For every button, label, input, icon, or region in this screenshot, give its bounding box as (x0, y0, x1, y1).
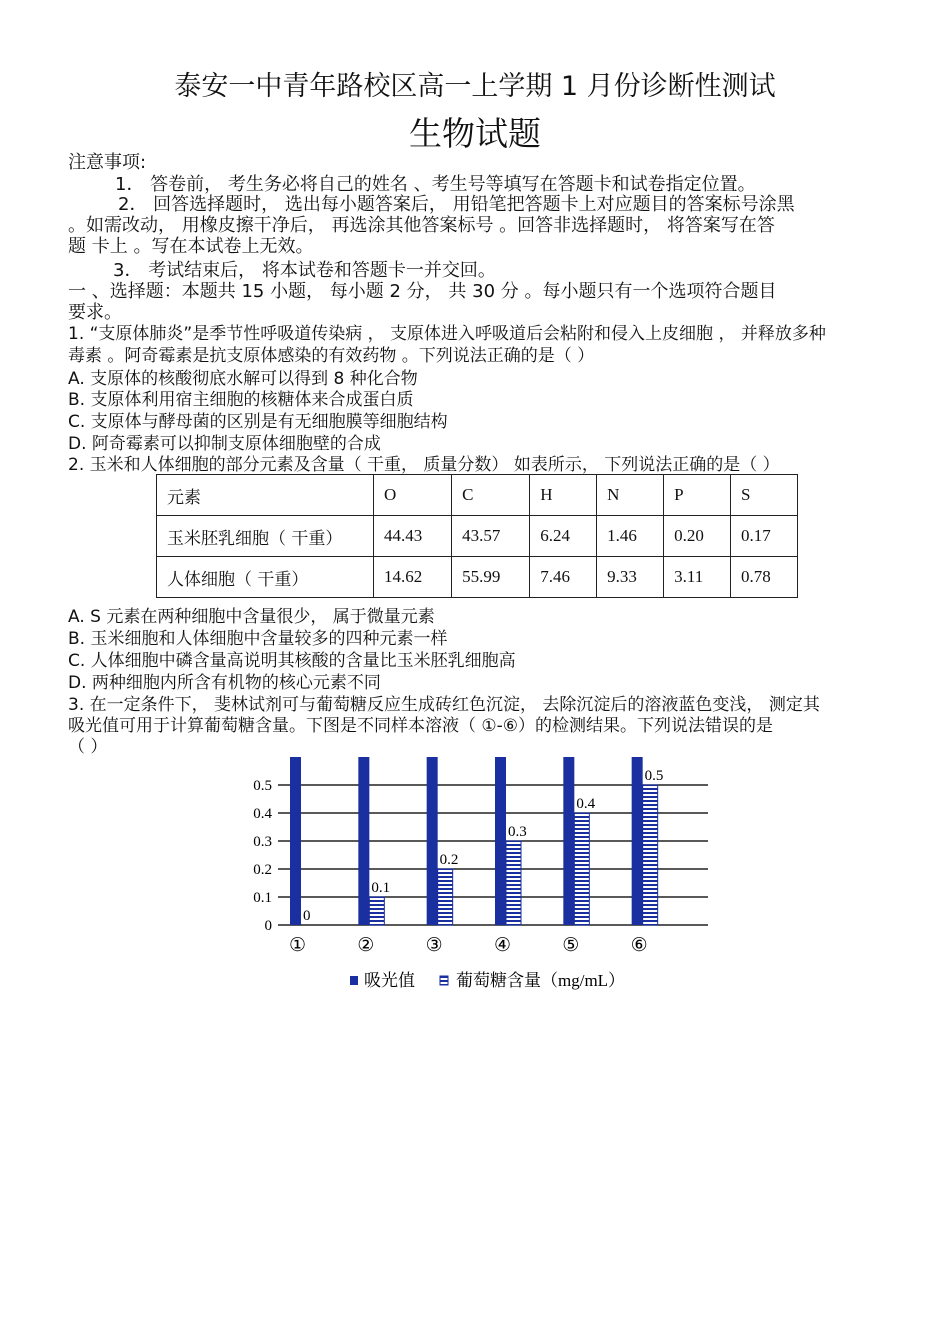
q1-option-a: A. 支原体的核酸彻底水解可以得到 8 种化合物 (68, 369, 418, 389)
table-cell: 43.57 (452, 516, 530, 557)
legend-swatch-glucose (440, 976, 448, 985)
table-cell: 0.17 (731, 516, 798, 557)
exam-title: 泰安一中青年路校区高一上学期 1 月份诊断性测试 (174, 71, 776, 102)
q1-stem-line-1: 1. “支原体肺炎”是季节性呼吸道传染病 ， 支原体进入呼吸道后会粘附和侵入上皮细胞 ， 并释放多种 (68, 324, 826, 344)
table-cell: 44.43 (374, 516, 452, 557)
subject-title: 生物试题 (409, 114, 541, 153)
x-tick-label: ⑥ (630, 935, 648, 956)
data-label: 0.3 (508, 824, 527, 840)
x-tick-label: ① (288, 935, 307, 956)
legend-swatch-absorbance (350, 976, 358, 985)
q1-option-b: B. 支原体利用宿主细胞的核糖体来合成蛋白质 (68, 390, 414, 410)
q1-stem-line-2: 毒素 。阿奇霉素是抗支原体感染的有效药物 。下列说法正确的是（ ） (68, 346, 595, 366)
legend-label-glucose: 葡萄糖含量（mg/mL） (456, 971, 626, 990)
table-header-cell: O (374, 475, 452, 516)
absorbance-glucose-chart (230, 752, 730, 1002)
x-tick-label: ③ (425, 935, 443, 956)
data-label: 0.4 (576, 796, 596, 812)
bar-glucose (369, 897, 384, 925)
q3-stem-line-1: 3. 在一定条件下， 斐林试剂可与葡萄糖反应生成砖红色沉淀， 去除沉淀后的溶液蓝色变浅， 测定其 (68, 695, 820, 715)
note-item-2-line-3: 题 卡上 。写在本试卷上无效。 (68, 236, 314, 257)
bar-absorbance (358, 757, 369, 925)
notes-heading: 注意事项: (68, 152, 147, 173)
q3-stem-line-3: （ ） (68, 737, 108, 757)
y-tick-label: 0.3 (253, 834, 272, 850)
x-tick-label: ② (357, 935, 375, 956)
table-header-cell: C (452, 475, 530, 516)
bar-absorbance (427, 757, 438, 925)
chart-y-ticks (253, 778, 272, 934)
table-row (157, 516, 798, 557)
bar-glucose (506, 841, 521, 925)
table-cell: 9.33 (597, 557, 664, 598)
table-cell: 7.46 (530, 557, 597, 598)
table-cell: 14.62 (374, 557, 452, 598)
chart-x-labels (289, 935, 648, 956)
q2-option-d: D. 两种细胞内所含有机物的核心元素不同 (68, 673, 381, 693)
table-header-cell: H (530, 475, 597, 516)
note-item-2-line-1: 2． 回答选择题时， 选出每小题答案后， 用铅笔把答题卡上对应题目的答案标号涂黑 (118, 194, 795, 215)
table-header-cell: P (664, 475, 731, 516)
bar-absorbance (495, 757, 506, 925)
y-tick-label: 0.2 (253, 862, 272, 878)
y-tick-label: 0 (264, 918, 272, 934)
data-label: 0.5 (644, 768, 664, 784)
bar-glucose (438, 869, 453, 925)
q3-stem-line-2: 吸光值可用于计算葡萄糖含量。下图是不同样本溶液（ ①-⑥）的检测结果。下列说法错误的是 (68, 716, 774, 736)
bar-glucose (574, 813, 589, 925)
section-1-heading-cont: 要求。 (68, 302, 122, 323)
table-cell: 0.78 (731, 557, 798, 598)
chart-legend (350, 971, 625, 990)
data-label: 0.2 (439, 852, 459, 868)
q1-option-c: C. 支原体与酵母菌的区别是有无细胞膜等细胞结构 (68, 412, 448, 432)
bar-glucose (643, 785, 658, 925)
y-tick-label: 0.4 (253, 806, 272, 822)
y-tick-label: 0.1 (253, 890, 272, 906)
q2-stem: 2. 玉米和人体细胞的部分元素及含量（ 干重， 质量分数） 如表所示， 下列说法正确的是（ ） (68, 455, 780, 475)
bar-absorbance (563, 757, 574, 925)
table-cell: 3.11 (664, 557, 731, 598)
table-row (157, 557, 798, 598)
element-content-table (156, 474, 798, 598)
q2-option-a: A. S 元素在两种细胞中含量很少， 属于微量元素 (68, 607, 435, 627)
x-tick-label: ④ (493, 935, 512, 956)
table-cell: 0.20 (664, 516, 731, 557)
data-label: 0.1 (371, 880, 391, 896)
bar-absorbance (632, 757, 643, 925)
q2-option-b: B. 玉米细胞和人体细胞中含量较多的四种元素一样 (68, 629, 448, 649)
table-cell: 人体细胞（ 干重） (157, 557, 374, 598)
bar-absorbance (290, 757, 301, 925)
q1-option-d: D. 阿奇霉素可以抑制支原体细胞壁的合成 (68, 434, 381, 454)
legend-label-absorbance: 吸光值 (364, 971, 415, 990)
x-tick-label: ⑤ (562, 935, 580, 956)
table-header-cell: N (597, 475, 664, 516)
table-cell: 1.46 (597, 516, 664, 557)
q2-option-c: C. 人体细胞中磷含量高说明其核酸的含量比玉米胚乳细胞高 (68, 651, 516, 671)
note-item-1: 1． 答卷前， 考生务必将自己的姓名 、考生号等填写在答题卡和试卷指定位置。 (115, 174, 756, 195)
section-1-heading: 一 、选择题：本题共 15 小题， 每小题 2 分， 共 30 分 。每小题只有一个选项符合题目 (68, 281, 777, 302)
table-header-cell: S (731, 475, 798, 516)
data-label: 0 (303, 908, 311, 924)
table-header-row (157, 475, 798, 516)
note-item-3: 3． 考试结束后， 将本试卷和答题卡一并交回。 (113, 260, 496, 281)
note-item-2-line-2: 。如需改动， 用橡皮擦干净后， 再选涂其他答案标号 。回答非选择题时， 将答案写在答 (68, 215, 775, 236)
table-header-cell: 元素 (157, 475, 374, 516)
table-cell: 6.24 (530, 516, 597, 557)
y-tick-label: 0.5 (253, 778, 272, 794)
table-cell: 55.99 (452, 557, 530, 598)
table-cell: 玉米胚乳细胞（ 干重） (157, 516, 374, 557)
